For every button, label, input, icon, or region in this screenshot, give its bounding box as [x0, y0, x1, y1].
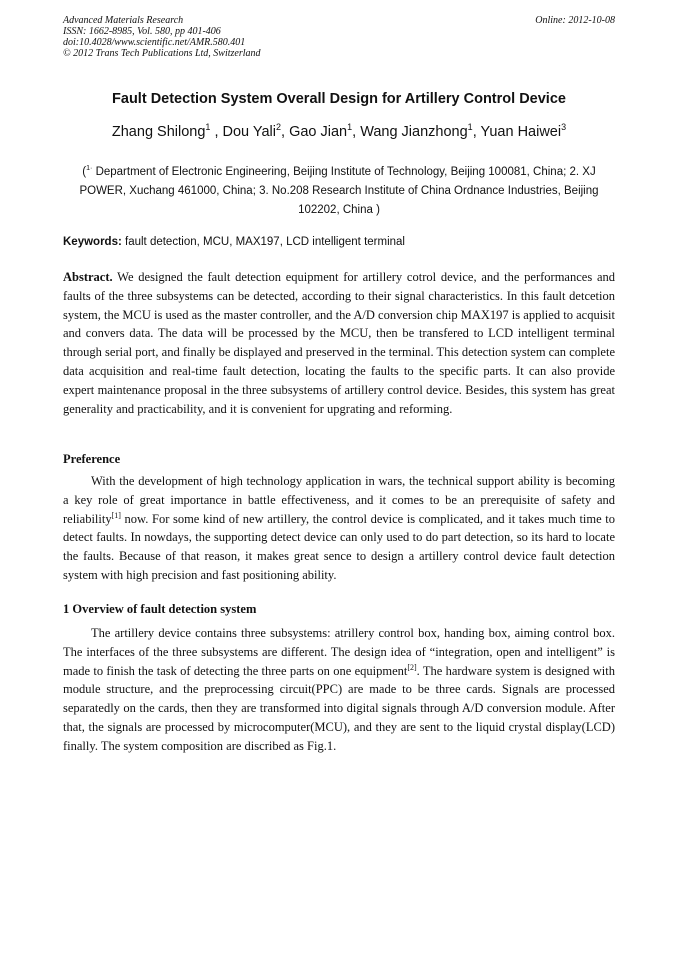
author-separator: , [281, 124, 290, 140]
author-name: Gao Jian [289, 124, 348, 140]
paper-title: Fault Detection System Overall Design for Artillery Control Device [112, 91, 566, 107]
author-list [63, 122, 615, 142]
abstract-label: Abstract. [63, 270, 113, 284]
author-name: Yuan Haiwei [480, 124, 562, 140]
preference-paragraph: With the development of high technology application in wars, the technical support ability is becoming a key role of great importance in battle effectiveness, and it comes to be an prerequisite of safety and reliability[1] now. For some kind of new artillery, the control device is complicated, and it takes much time to detect faults. In nowdays, the supporting detect device can only used to do part detection, so its hard to locate the faults. Because of that reason, it makes great sence to design a artillery control device fault detection system with high precision and fast positioning ability. [63, 474, 615, 582]
author-affiliation-mark: 2 [275, 122, 281, 132]
abstract [63, 268, 615, 418]
keywords-label: Keywords [63, 236, 118, 248]
journal-info [63, 15, 261, 59]
section-heading-preference: Preference [63, 452, 121, 466]
author-affiliation-mark: 1 [347, 122, 353, 132]
affiliations [60, 163, 618, 220]
author-name: Dou Yali [222, 124, 276, 140]
affiliation-open: ( [82, 166, 87, 178]
citation-ref[interactable]: [2] [407, 662, 417, 672]
author-affiliation-mark: 3 [561, 122, 567, 132]
online-date: Online: 2012-10-08 [535, 15, 615, 26]
keywords-separator: : [117, 236, 122, 248]
journal-copyright: © 2012 Trans Tech Publications Ltd, Switzerland [63, 48, 261, 59]
affiliation-mark: 1· [86, 165, 93, 172]
affiliation-text: Department of Electronic Engineering, Beijing Institute of Technology, Beijing 100081, China; 2. XJ POWER, Xuchang 461000, China; 3. No.208 Research Institute of China Ordnance Industries, Beijing 102202, China ) [79, 166, 599, 216]
abstract-text: We designed the fault detection equipment for artillery cotrol device, and the performances and faults of the three subsystems can be detected, according to their signal characteristics. In this fault detcetion system, the MCU is used as the master controller, and the A/D conversion chip MAX197 is applied to acquisit and convers data. The data will be processed by the MCU, then be transfered to LCD intelligent terminal through serial port, and finally be displayed and preserved in the terminal. This detection system can complete data acquisition and real-time fault detection, locating the faults to the specific parts. It can also provide expert maintenance proposal in the three subsystems of artillery control device. Besides, this system has great generality and practicability, and it is convenient for upgrating and reforming. [63, 270, 615, 416]
journal-doi: doi:10.4028/www.scientific.net/AMR.580.401 [63, 37, 246, 48]
section-heading-overview: 1 Overview of fault detection system [63, 602, 257, 616]
author-separator: , [210, 124, 223, 140]
author-name: Wang Jianzhong [360, 124, 468, 140]
citation-ref[interactable]: [1] [111, 510, 121, 520]
author-name: Zhang Shilong [111, 124, 206, 140]
author-affiliation-mark: 1 [467, 122, 473, 132]
overview-paragraph: The artillery device contains three subsystems: atrillery control box, handing box, aiming control box. The interfaces of the three subsystems are different. The design idea of “integration, open and intelligent” is made to finish the task of detecting the three parts on one equipment[2]. The hardware system is designed with module structure, and the preprocessing circuit(PPC) are made to be three cards. Signals are processed separatedly on the cards, then they are transformed into digital signals through A/D conversion module. After that, the signals are processed by microcomputer(MCU), and they are sent to the liquid crystal display(LCD) finally. The system composition are discribed as Fig.1. [63, 626, 616, 753]
journal-issn: ISSN: 1662-8985, Vol. 580, pp 401-406 [63, 26, 221, 37]
keywords-text: fault detection, MCU, MAX197, LCD intelligent terminal [121, 236, 405, 248]
author-separator: , [472, 124, 481, 140]
keywords [63, 234, 615, 250]
author-separator: , [352, 124, 361, 140]
journal-name: Advanced Materials Research [63, 15, 184, 26]
author-affiliation-mark: 1 [205, 122, 211, 132]
